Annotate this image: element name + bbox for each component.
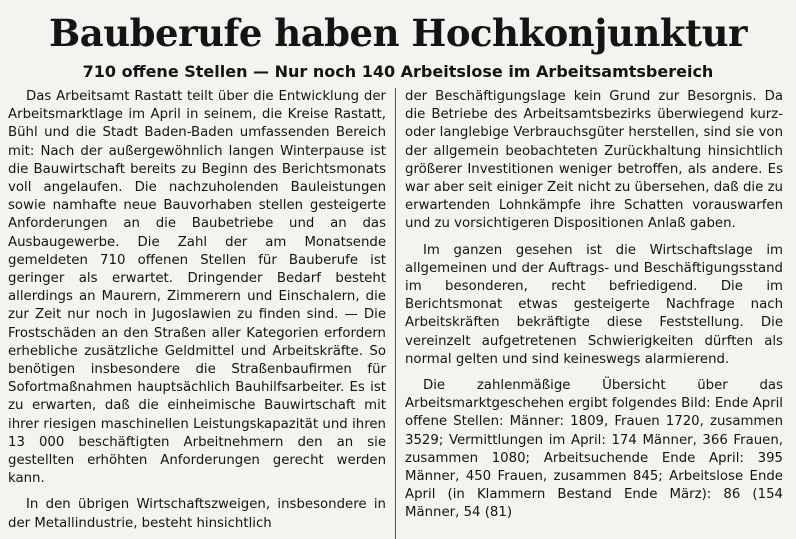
paragraph: In den übrigen Wirtschaftszweigen, insbesondere in der Metallindustrie, besteht hinsichtlich: [8, 497, 386, 531]
paragraph: der Beschäftigungslage kein Grund zur Besorgnis. Da die Betriebe des Arbeitsamtsbezirks überwiegend kurz- oder langlebige Verbrauchsgüter herstellen, sind sie von der allgemein beobachteten Zurückhaltung hinsichtlich größerer Investitionen weniger betroffen, als andere. Es war aber seit einiger Zeit nicht zu übersehen, daß die zu erwartenden Lohnkämpfe ihre Schatten vorauswarfen und zu vorsichtigeren Dispositionen Anlaß gaben.: [405, 89, 783, 232]
article-column-left: [8, 88, 386, 533]
paragraph: Das Arbeitsamt Rastatt teilt über die Entwicklung der Arbeitsmarktlage im April in seinem, die Kreise Rastatt, Bühl und die Stadt Baden-Baden umfassenden Bereich mit: Nach der außergewöhnlich langen Winterpause ist die Bauwirtschaft bereits zu Beginn des Berichtsmonats voll angelaufen. Die nachzuholenden Bauleistungen sowie namhafte neue Bauvorhaben stellen gesteigerte Anforderungen an die Baubetriebe und an das Ausbaugewerbe. Die Zahl der am Monatsende gemeldeten 710 offenen Stellen für Bauberufe ist geringer als erwartet. Dringender Bedarf besteht allerdings an Maurern, Zimmerern und Einschalern, die zur Zeit nur noch in Jugoslawien zu finden sind. — Die Frostschäden an den Straßen aller Kategorien erfordern erhebliche zusätzliche Geldmittel und Arbeitskräfte. So benötigen insbesondere die Straßenbaufirmen für Sofortmaßnahmen hauptsächlich Bauhilfsarbeiter. Es ist zu erwarten, daß die einheimische Bauwirtschaft mit ihrer riesigen maschinellen Leistungskapazität und ihren 13 000 beschäftigten Arbeitnehmern den an sie gestellten erhöhten Anforderungen gerecht werden kann.: [8, 89, 386, 487]
paragraph: Im ganzen gesehen ist die Wirtschaftslage im allgemeinen und der Auftrags- und Beschäftigungsstand im besonderen, recht befriedigend. Die im Berichtsmonat etwas gesteigerte Nachfrage nach Arbeitskräften bekräftigte diese Feststellung. Die vereinzelt aufgetretenen Schwierigkeiten dürften als normal gelten und sind keineswegs alarmierend.: [405, 242, 783, 367]
article-column-right: [405, 88, 783, 523]
paragraph: Die zahlenmäßige Übersicht über das Arbeitsmarktgeschehen ergibt folgendes Bild: Ende April offene Stellen: Männer: 1809, Frauen 1720, zusammen 3529; Vermittlungen im April: 174 Männer, 366 Frauen, zusammen 1080; Arbeitsuchende Ende April: 395 Männer, 450 Frauen, zusammen 845; Arbeitslose Ende April (in Klammern Bestand Ende März): 86 (154 Männer, 54 (81): [405, 378, 783, 521]
column-divider: [395, 88, 396, 539]
headline: Bauberufe haben Hochkonjunktur: [49, 11, 747, 55]
subheadline: 710 offene Stellen — Nur noch 140 Arbeitslose im Arbeitsamtsbereich: [82, 62, 714, 81]
